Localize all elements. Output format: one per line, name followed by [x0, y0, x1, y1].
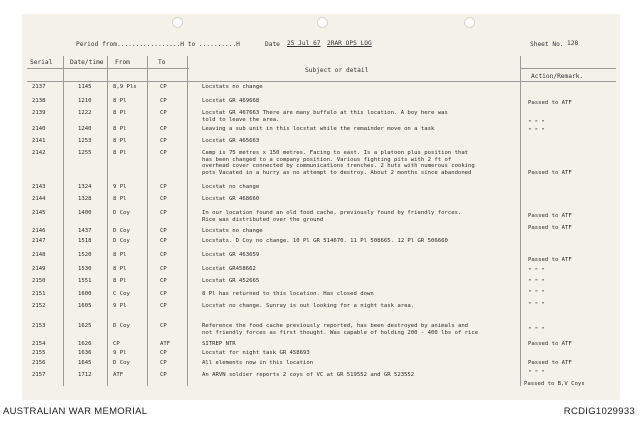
- unit-title: 2RAR OPS LOG: [327, 40, 372, 47]
- entry-detail-line: Locstat no change: [202, 184, 260, 190]
- serial-number: 2141: [32, 138, 46, 144]
- entry-from: CP: [113, 341, 120, 347]
- entry-action: Passed to ATF: [528, 360, 572, 366]
- period-from-label: Period from.................H to ..........H: [76, 41, 240, 48]
- entry-time: 1255: [78, 150, 92, 156]
- entry-detail-line: Locstat for night task GR 458693: [202, 350, 310, 356]
- entry-detail-line: Locstat GR 468660: [202, 196, 260, 202]
- entry-to: CP: [160, 228, 167, 234]
- entry-from: D Coy: [113, 210, 130, 216]
- column-divider: [63, 56, 64, 386]
- col-from: From: [115, 59, 130, 66]
- entry-to: CP: [160, 266, 167, 272]
- entry-to: CP: [160, 360, 167, 366]
- entry-from: 8 Pl: [113, 150, 127, 156]
- entry-time: 1145: [78, 84, 92, 90]
- entry-from: 8 Pl: [113, 278, 127, 284]
- serial-number: 2153: [32, 323, 46, 329]
- serial-number: 2140: [32, 126, 46, 132]
- entry-time: 1636: [78, 350, 92, 356]
- column-divider: [107, 56, 108, 386]
- entry-detail-line: Leaving a sub unit in this locstat while the remainder move on a task: [202, 126, 435, 132]
- entry-time: 1520: [78, 252, 92, 258]
- entry-action: Passed to ATF: [528, 225, 572, 231]
- entry-action: " " ": [528, 120, 545, 126]
- entry-from: 8 Pl: [113, 110, 127, 116]
- entry-time: 1222: [78, 110, 92, 116]
- entry-detail-line: Reference the food cache previously reported, has been destroyed by animals and: [202, 323, 469, 329]
- column-divider: [187, 56, 188, 386]
- entry-from: D Coy: [113, 228, 130, 234]
- entry-from: 8 Pl: [113, 252, 127, 258]
- entry-from: 9 Pl: [113, 350, 127, 356]
- entry-from: D Coy: [113, 238, 130, 244]
- footer-id: RCDIG1029933: [563, 406, 635, 417]
- entry-to: CP: [160, 350, 167, 356]
- serial-number: 2156: [32, 360, 46, 366]
- entry-from: 8,9 Pls: [113, 84, 137, 90]
- serial-number: 2148: [32, 252, 46, 258]
- entry-time: 1400: [78, 210, 92, 216]
- serial-number: 2154: [32, 341, 46, 347]
- entry-from: C Coy: [113, 291, 130, 297]
- entry-time: 1328: [78, 196, 92, 202]
- sheet-number: 128: [567, 40, 579, 47]
- serial-number: 2152: [32, 303, 46, 309]
- entry-detail-line: pots Vacated in a hurry as no attempt to destroy. About 2 months since abandoned: [202, 169, 472, 176]
- entry-from: 9 Pl: [113, 184, 127, 190]
- entry-time: 1530: [78, 266, 92, 272]
- col-action: Action/Remark.: [531, 73, 584, 80]
- entry-detail-line: Locstats no change: [202, 228, 263, 234]
- serial-number: 2150: [32, 278, 46, 284]
- entry-to: CP: [160, 126, 167, 132]
- entry-to: CP: [160, 84, 167, 90]
- entry-action: " " ": [528, 370, 545, 376]
- serial-number: 2155: [32, 350, 46, 356]
- entry-detail-line: Locstat no change. Sunray is out looking for a night task area.: [202, 303, 415, 309]
- entry-time: 1712: [78, 372, 92, 378]
- col-serial: Serial: [30, 59, 53, 66]
- entry-detail-line: SITREP NTR: [202, 341, 236, 347]
- footer-source: AUSTRALIAN WAR MEMORIAL: [3, 406, 148, 417]
- entry-to: CP: [160, 238, 167, 244]
- punch-hole: [464, 17, 475, 28]
- entry-time: 1324: [78, 184, 92, 190]
- entry-time: 1551: [78, 278, 92, 284]
- entry-time: 1437: [78, 228, 92, 234]
- entry-action: " " ": [528, 302, 545, 308]
- entry-to: CP: [160, 372, 167, 378]
- log-date: 25 Jul 67: [287, 40, 321, 47]
- entry-to: CP: [160, 210, 167, 216]
- serial-number: 2149: [32, 266, 46, 272]
- entry-to: CP: [160, 323, 167, 329]
- header-rule: [27, 81, 616, 82]
- entry-action: " " ": [528, 327, 545, 333]
- entry-to: CP: [160, 184, 167, 190]
- entry-time: 1625: [78, 323, 92, 329]
- entry-from: 8 Pl: [113, 138, 127, 144]
- entry-to: CP: [160, 196, 167, 202]
- serial-number: 2151: [32, 291, 46, 297]
- entry-time: 1600: [78, 291, 92, 297]
- entry-detail-line: Locstat GR 465663: [202, 138, 260, 144]
- period-date-label: Date: [265, 41, 280, 48]
- entry-detail-line: Camp is 75 metres x 150 metres. Facing to east. Is a platoon plus position that: [202, 150, 469, 156]
- serial-number: 2157: [32, 372, 46, 378]
- punch-hole: [317, 17, 328, 28]
- entry-detail-line: Locstat GR 469668: [202, 98, 260, 104]
- entry-to: ATF: [160, 341, 171, 347]
- serial-number: 2144: [32, 196, 46, 202]
- entry-to: CP: [160, 110, 167, 116]
- entry-action: " " ": [528, 279, 545, 285]
- header-rule: [520, 68, 616, 69]
- entry-to: CP: [160, 150, 167, 156]
- entry-from: ATF: [113, 372, 124, 378]
- serial-number: 2137: [32, 84, 46, 90]
- col-subject: Subject or detail: [305, 67, 369, 74]
- entry-action: " " ": [528, 268, 545, 274]
- entry-detail-line: 8 Pl has returned to this location. Has closed down: [202, 291, 374, 297]
- entry-detail-line: Locstat GR 467663 There are many buffalo at this location. A boy here was: [202, 110, 448, 116]
- column-divider: [147, 56, 148, 386]
- serial-number: 2142: [32, 150, 46, 156]
- entry-action: Passed to ATF: [528, 213, 572, 219]
- entry-detail-line: Rice was distributed over the ground: [202, 216, 324, 223]
- entry-time: 1253: [78, 138, 92, 144]
- entry-from: D Coy: [113, 360, 130, 366]
- entry-detail-line: not friendly forces as first thought. Was capable of holding 200 - 400 lbs of rice: [202, 329, 479, 336]
- entry-detail-line: overhead cover connected by communications trenches. 2 huts with numerous cooking: [202, 163, 475, 170]
- entry-from: 8 Pl: [113, 196, 127, 202]
- entry-to: CP: [160, 252, 167, 258]
- entry-time: 1210: [78, 98, 92, 104]
- entry-from: 9 Pl: [113, 303, 127, 309]
- entry-from: D Coy: [113, 323, 130, 329]
- punch-hole: [172, 17, 183, 28]
- entry-time: 1605: [78, 303, 92, 309]
- entry-action: " " ": [528, 290, 545, 296]
- serial-number: 2147: [32, 238, 46, 244]
- entry-action: Passed to ATF: [528, 100, 572, 106]
- entry-time: 1240: [78, 126, 92, 132]
- entry-detail-line: Locstats. D Coy no change. 10 Pl GR 514670. 11 Pl 508665. 12 Pl GR 506660: [202, 238, 448, 244]
- entry-detail-line: Locstat GR458662: [202, 266, 256, 272]
- entry-action: " " ": [528, 128, 545, 134]
- entry-time: 1645: [78, 360, 92, 366]
- entry-detail-line: An ARVN soldier reports 2 coys of VC at GR 519552 and GR 523552: [202, 372, 415, 378]
- entry-time: 1626: [78, 341, 92, 347]
- col-datetime: Date/time: [70, 59, 104, 66]
- entry-to: CP: [160, 278, 167, 284]
- entry-from: 8 Pl: [113, 266, 127, 272]
- sheet-label: Sheet No.: [530, 41, 564, 48]
- serial-number: 2145: [32, 210, 46, 216]
- entry-detail-line: Locstats no change: [202, 84, 263, 90]
- entry-to: CP: [160, 98, 167, 104]
- entry-detail-line: Locstat GR 463659: [202, 252, 260, 258]
- column-divider: [520, 56, 521, 386]
- serial-number: 2139: [32, 110, 46, 116]
- serial-number: 2146: [32, 228, 46, 234]
- serial-number: 2143: [32, 184, 46, 190]
- col-to: To: [158, 59, 166, 66]
- serial-number: 2138: [32, 98, 46, 104]
- entry-detail-line: All elements now in this location: [202, 360, 314, 366]
- entry-action: Passed to ATF: [528, 257, 572, 263]
- entry-detail-line: Locstat GR 452665: [202, 278, 260, 284]
- entry-detail-line: In our location found an old food cache, previously found by friendly forces.: [202, 210, 462, 216]
- entry-from: 8 Pl: [113, 98, 127, 104]
- entry-detail-line: told to leave the area.: [202, 116, 280, 123]
- entry-to: CP: [160, 291, 167, 297]
- header-rule: [27, 68, 189, 69]
- entry-detail-line: has been changed to a company position. Various fighting pits with 2 ft of: [202, 156, 452, 163]
- entry-to: CP: [160, 303, 167, 309]
- entry-action: Passed to ATF: [528, 341, 572, 347]
- entry-from: 8 Pl: [113, 126, 127, 132]
- entry-time: 1518: [78, 238, 92, 244]
- entry-to: CP: [160, 138, 167, 144]
- entry-action-extra: Passed to B,V Coys: [524, 381, 585, 387]
- entry-action: Passed to ATF: [528, 170, 572, 176]
